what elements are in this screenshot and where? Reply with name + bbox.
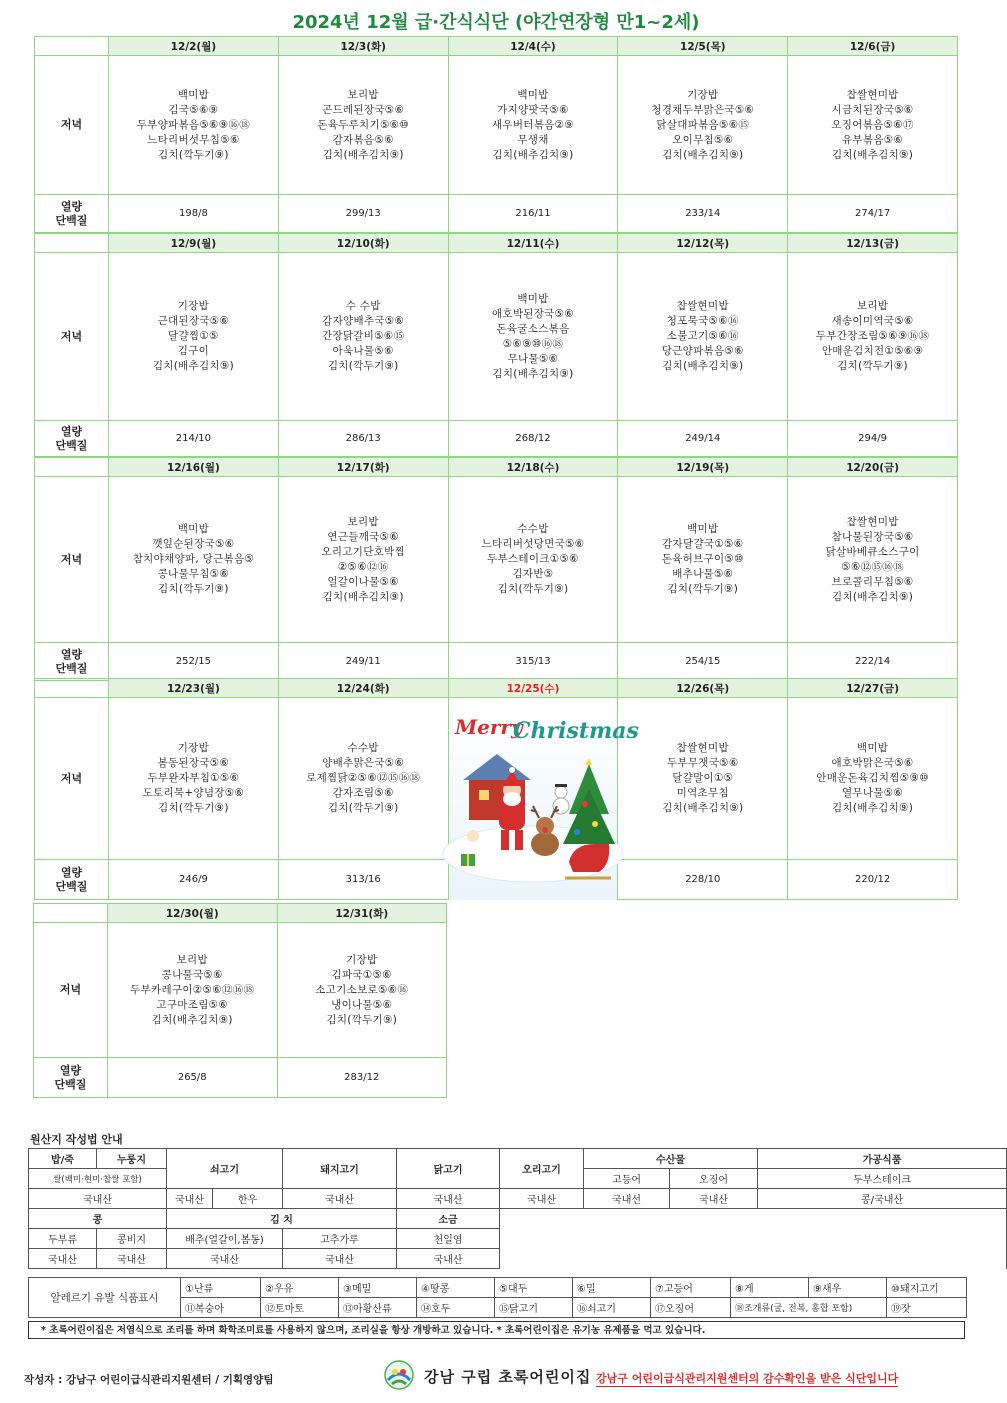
- allergy-label: 알레르기 유발 식품표시: [29, 1278, 181, 1318]
- date-header: 12/11(수): [448, 234, 618, 253]
- certification-text: 강남구 어린이급식관리지원센터의 감수확인을 받은 식단입니다: [596, 1372, 899, 1385]
- menu-item: 오징어볶음⑤⑥⑰: [831, 118, 914, 131]
- tofu-origin: 국내산: [29, 1249, 97, 1269]
- menu-cell: [109, 477, 279, 643]
- menu-cell: [109, 253, 279, 421]
- menu-cell: [108, 923, 278, 1058]
- menu-item: 김치(배추김치⑨): [492, 367, 574, 380]
- menu-item: 보리밥: [347, 88, 379, 101]
- menu-item: 달걀찜①⑤: [168, 330, 219, 342]
- calorie-value: 286/13: [278, 421, 448, 457]
- kimchi-label: 김 치: [167, 1209, 397, 1229]
- menu-item: 안매운김치전①⑤⑥⑨: [821, 345, 924, 357]
- menu-item: 돈육두루치기⑤⑥⑩: [317, 118, 410, 131]
- week-table-5: [33, 903, 447, 1098]
- menu-cell: [277, 923, 447, 1058]
- menu-item: 닭살대파볶음⑤⑥⑮: [656, 118, 750, 131]
- bean-label: 콩: [29, 1209, 167, 1229]
- allergy-item: ⑪복숭아: [181, 1298, 261, 1318]
- menu-item: 김치(배추김치⑨): [152, 360, 234, 372]
- calorie-value: 283/12: [277, 1058, 447, 1098]
- date-header: 12/17(화): [278, 458, 448, 477]
- salt-label: 소금: [397, 1209, 500, 1229]
- menu-item: 냉이나물⑤⑥: [331, 998, 393, 1011]
- date-header: 12/3(화): [278, 37, 448, 56]
- menu-item: 참치야채양파, 당근볶음⑤: [132, 553, 255, 565]
- menu-item: 새송이미역국⑤⑥: [831, 315, 914, 327]
- allergy-item: ⑮닭고기: [495, 1298, 573, 1318]
- calorie-protein-label: 열량 단백질: [35, 195, 109, 233]
- menu-item: 김치(깍두기⑨): [497, 583, 569, 595]
- menu-item: 백미밥: [177, 88, 210, 101]
- menu-item: 오리고기단호박찜: [321, 545, 405, 558]
- calorie-value: 222/14: [788, 643, 958, 681]
- menu-item: 김자반⑤: [512, 568, 554, 580]
- menu-item: 가지양팟국⑤⑥: [497, 103, 569, 116]
- allergy-item: ⑦고등어: [651, 1278, 731, 1298]
- menu-item: 고구마조림⑤⑥: [156, 998, 229, 1011]
- menu-item: 연근들깨국⑤⑥: [327, 530, 400, 543]
- merry-text: Merry: [454, 714, 523, 739]
- menu-item: 느타리버섯무침⑤⑥: [147, 133, 240, 146]
- date-header: 12/5(목): [618, 37, 788, 56]
- menu-item: 보리밥: [347, 515, 379, 528]
- calorie-value: 268/12: [448, 421, 618, 457]
- menu-cell: [618, 698, 788, 860]
- menu-item: 김치(깍두기⑨): [158, 148, 229, 161]
- calorie-value: 198/8: [109, 195, 279, 233]
- date-header: 12/23(월): [109, 679, 279, 698]
- calorie-value: 246/9: [109, 860, 279, 900]
- menu-item: 백미밥: [856, 742, 889, 754]
- calorie-value: 249/14: [618, 421, 788, 457]
- menu-cell: [788, 698, 958, 860]
- squid-origin: 국내산: [670, 1189, 758, 1209]
- menu-item: 얼갈이나물⑤⑥: [327, 575, 400, 588]
- menu-item: 백미밥: [517, 292, 549, 305]
- date-header: 12/30(월): [108, 904, 278, 923]
- calorie-protein-label: 열량 단백질: [34, 1058, 108, 1098]
- menu-item: 김치(깍두기⑨): [158, 802, 229, 814]
- menu-item: 김치(깍두기⑨): [327, 360, 399, 372]
- menu-item: 아욱나물⑤⑥: [332, 345, 394, 357]
- footer: [24, 1360, 974, 1394]
- beef-origin: 국내산: [167, 1189, 213, 1209]
- processed-label: 가공식품: [758, 1149, 1007, 1169]
- menu-item: 두부완자부침①⑤⑥: [147, 772, 240, 784]
- menu-item: 김치(배추김치⑨): [832, 802, 914, 814]
- daycare-logo-icon: [384, 1360, 414, 1390]
- calorie-value: 265/8: [108, 1058, 278, 1098]
- calorie-value: 220/12: [788, 860, 958, 900]
- menu-item: 기장밥: [177, 300, 210, 312]
- menu-item: 두부스테이크①⑤⑥: [487, 553, 579, 565]
- menu-item: 김치(배추김치⑨): [322, 590, 404, 603]
- calorie-value: 228/10: [618, 860, 788, 900]
- calorie-value: 233/14: [618, 195, 788, 233]
- menu-item: 오이무침⑤⑥: [672, 133, 734, 146]
- allergy-item: ⑧게: [731, 1278, 809, 1298]
- calorie-value: 299/13: [278, 195, 448, 233]
- pepper-label: 고추가루: [283, 1229, 397, 1249]
- menu-item: 로제찜닭②⑤⑥⑫⑮⑯⑱: [306, 772, 421, 784]
- mackerel-label: 고등어: [584, 1169, 670, 1189]
- menu-item: 수수밥: [347, 742, 379, 754]
- menu-item: 배추나물⑤⑥: [672, 568, 734, 580]
- menu-item: 봄동된장국⑤⑥: [157, 757, 230, 769]
- steak-origin: 콩/국내산: [758, 1189, 1007, 1209]
- calorie-value: 254/15: [618, 643, 788, 681]
- notice-box: * 초록어린이집은 저염식으로 조리를 하며 화학조미료를 사용하지 않으며, 조리실을 항상 개방하고 있습니다. * 초록어린이집은 유기농 유제품을 먹고 있습니다.: [28, 1321, 965, 1339]
- beef-label: 쇠고기: [167, 1149, 283, 1189]
- date-header: 12/12(목): [618, 234, 788, 253]
- menu-item: 참나물된장국⑤⑥: [831, 530, 914, 543]
- tofu-label: 두부류: [29, 1229, 97, 1249]
- christmas-image-cell: [448, 698, 639, 900]
- christmas-illustration: [449, 704, 639, 894]
- dinner-label: 저녁: [35, 477, 109, 643]
- date-header: 12/31(화): [277, 904, 447, 923]
- menu-cell: [109, 698, 279, 860]
- menu-item: 양배추맑은국⑤⑥: [322, 757, 405, 769]
- allergy-item: ⑤대두: [495, 1278, 573, 1298]
- menu-item: 보리밥: [176, 953, 208, 966]
- calorie-value: 249/11: [278, 643, 448, 681]
- menu-item: 간장닭갈비⑤⑥⑮: [321, 330, 405, 342]
- week-table-4: [34, 678, 958, 900]
- menu-item: 찹쌀현미밥: [846, 88, 899, 101]
- menu-item: 무생채: [517, 133, 549, 146]
- menu-item: 안매운돈육김치찜⑤⑨⑩: [816, 772, 929, 784]
- date-header: 12/10(화): [278, 234, 448, 253]
- menu-item: 김구이: [177, 345, 210, 357]
- rice-origin: 국내산: [29, 1189, 167, 1209]
- daycare-name: 강남 구립 초록어린이집: [424, 1368, 592, 1386]
- menu-item: 김치(깍두기⑨): [837, 360, 908, 372]
- menu-item: 곤드레된장국⑤⑥: [322, 103, 405, 116]
- menu-cell: [788, 477, 958, 643]
- menu-item: 브로콜리무침⑤⑥: [831, 575, 914, 588]
- menu-item: 감자볶음⑤⑥: [332, 133, 394, 146]
- allergy-item: ⑱조개류(굴, 전복, 홍합 포함): [731, 1298, 887, 1318]
- dinner-label: 저녁: [35, 698, 109, 860]
- menu-item: 보리밥: [856, 300, 889, 312]
- menu-item: 찹쌀현미밥: [846, 515, 899, 528]
- dinner-label: 저녁: [35, 253, 109, 421]
- menu-cell: [109, 56, 279, 195]
- menu-item: 당근양파볶음⑤⑥: [661, 345, 744, 357]
- menu-item: 새우버터볶음②⑨: [491, 118, 575, 131]
- menu-item: 김치(배추김치⑨): [151, 1013, 233, 1026]
- menu-item: 달걀말이①⑤: [672, 772, 734, 784]
- salt-type-label: 천일염: [397, 1229, 500, 1249]
- menu-item: 깻잎순된장국⑤⑥: [152, 538, 235, 550]
- menu-item: 두부간장조림⑤⑥⑨⑯⑱: [815, 330, 930, 342]
- calorie-protein-label: 열량 단백질: [35, 421, 109, 457]
- calorie-protein-label: 열량 단백질: [35, 643, 109, 681]
- allergy-table: [28, 1277, 967, 1318]
- date-header: 12/19(목): [618, 458, 788, 477]
- date-header: 12/18(수): [448, 458, 618, 477]
- menu-item: 백미밥: [517, 88, 549, 101]
- menu-item: 감자양배추국⑤⑥: [322, 315, 405, 327]
- steak-label: 두부스테이크: [758, 1169, 1007, 1189]
- menu-item: 김치(배추김치⑨): [492, 148, 574, 161]
- menu-item: 닭살바베큐소스구이: [825, 545, 920, 558]
- allergy-item: ⑨새우: [809, 1278, 887, 1298]
- date-header: 12/20(금): [788, 458, 958, 477]
- menu-item: 감자조림⑤⑥: [332, 787, 394, 799]
- menu-item: 콩나물무침⑤⑥: [157, 568, 230, 580]
- dinner-label: 저녁: [34, 923, 108, 1058]
- menu-item: 돈육허브구이⑤⑩: [661, 553, 744, 565]
- allergy-item: ⑥밀: [573, 1278, 651, 1298]
- menu-item: 김치(깍두기⑨): [326, 1013, 398, 1026]
- menu-item: 김치(깍두기⑨): [667, 583, 739, 595]
- menu-item: 애호박된장국⑤⑥: [491, 307, 575, 320]
- menu-item: 소고기소보로⑤⑥⑯: [315, 983, 409, 996]
- calorie-value: 274/17: [788, 195, 958, 233]
- menu-cell: [278, 253, 448, 421]
- page-title: 2024년 12월 급·간식식단 (야간연장형 만1~2세): [292, 12, 700, 33]
- allergy-item: ⑫토마토: [261, 1298, 339, 1318]
- menu-cell: [448, 477, 618, 643]
- calorie-protein-label: 열량 단백질: [35, 860, 109, 900]
- salt-origin: 국내산: [397, 1249, 500, 1269]
- allergy-item: ⑭호두: [417, 1298, 495, 1318]
- menu-cell: [278, 56, 448, 195]
- date-header-holiday: 12/25(수): [448, 679, 618, 698]
- calorie-value: 294/9: [788, 421, 958, 457]
- menu-item: 백미밥: [177, 523, 210, 535]
- rice-label: 밥/죽: [29, 1149, 97, 1169]
- menu-item: 두부무챗국⑤⑥: [666, 757, 739, 769]
- menu-item: 수 수밥: [345, 300, 381, 312]
- allergy-item: ①난류: [181, 1278, 261, 1298]
- menu-item: ⑤⑥⑫⑮⑯⑱: [841, 560, 904, 573]
- menu-cell: [618, 477, 788, 643]
- mackerel-origin: 국내선: [584, 1189, 670, 1209]
- pork-origin: 국내산: [283, 1189, 397, 1209]
- allergy-item: ④땅콩: [417, 1278, 495, 1298]
- hanwoo: 한우: [213, 1189, 283, 1209]
- menu-item: 열무나물⑤⑥: [841, 787, 904, 799]
- date-header: 12/6(금): [788, 37, 958, 56]
- calorie-value: 214/10: [109, 421, 279, 457]
- week-table-3: [34, 457, 958, 681]
- menu-cell: [448, 56, 618, 195]
- menu-item: 청경채두부맑은국⑤⑥: [651, 103, 755, 116]
- allergy-item: ②우유: [261, 1278, 339, 1298]
- allergy-item: ③메밀: [339, 1278, 417, 1298]
- menu-item: 김치(배추김치⑨): [662, 360, 744, 372]
- menu-item: 김치(배추김치⑨): [662, 148, 744, 161]
- week-table-1: [34, 36, 958, 233]
- menu-item: 애호박맑은국⑤⑥: [831, 757, 914, 769]
- date-header: 12/4(수): [448, 37, 618, 56]
- menu-item: 두부카레구이②⑤⑥⑫⑯⑱: [130, 983, 255, 996]
- allergy-item: ⑩돼지고기: [887, 1278, 967, 1298]
- menu-item: 찹쌀현미밥: [676, 742, 729, 754]
- date-header: 12/27(금): [788, 679, 958, 698]
- menu-item: 미역초무침: [676, 787, 729, 799]
- seafood-label: 수산물: [584, 1149, 758, 1169]
- christmas-text: Christmas: [512, 717, 639, 744]
- menu-item: 김치(배추김치⑨): [832, 148, 914, 161]
- allergy-item: ⑲잣: [887, 1298, 967, 1318]
- menu-item: 청포묵국⑤⑥⑯: [666, 315, 739, 327]
- menu-item: 찹쌀현미밥: [676, 300, 729, 312]
- menu-item: 근대된장국⑤⑥: [157, 315, 230, 327]
- pepper-origin: 국내산: [283, 1249, 397, 1269]
- allergy-item: ⑰오징어: [651, 1298, 731, 1318]
- menu-item: 감자달걀국①⑤⑥: [662, 538, 744, 550]
- menu-item: ②⑤⑥⑫⑯: [337, 560, 389, 573]
- date-header: 12/13(금): [788, 234, 958, 253]
- date-header: 12/26(목): [618, 679, 788, 698]
- menu-item: 김치(깍두기⑨): [327, 802, 399, 814]
- menu-item: 두부양파볶음⑤⑥⑨⑯⑱: [136, 118, 251, 131]
- menu-item: 기장밥: [687, 88, 719, 101]
- rice-note: 쌀(백미·현미·찹쌀 포함): [29, 1169, 167, 1189]
- cabbage-label: 배추(얼갈이,봄동): [167, 1229, 283, 1249]
- menu-item: 시금치된장국⑤⑥: [831, 103, 914, 116]
- origin-table: [28, 1148, 1007, 1269]
- menu-cell: [788, 253, 958, 421]
- menu-item: 김파국①⑤⑥: [331, 968, 392, 981]
- menu-item: 콩나물국⑤⑥: [161, 968, 223, 981]
- nurungji-label: 누룽지: [97, 1149, 167, 1169]
- squid-label: 오징어: [670, 1169, 758, 1189]
- duck-label: 오리고기: [500, 1149, 584, 1189]
- date-header: 12/2(월): [109, 37, 279, 56]
- date-header: 12/9(월): [109, 234, 279, 253]
- menu-cell: [278, 698, 448, 860]
- menu-item: 김치(배추김치⑨): [322, 148, 404, 161]
- calorie-value: 313/16: [278, 860, 448, 900]
- menu-item: 김치(깍두기⑨): [158, 583, 229, 595]
- menu-cell: [448, 253, 618, 421]
- menu-item: 수수밥: [517, 523, 549, 535]
- menu-item: 백미밥: [687, 523, 719, 535]
- allergy-item: ⑬아황산류: [339, 1298, 417, 1318]
- menu-item: 김국⑤⑥⑨: [168, 103, 219, 116]
- allergy-item: ⑯쇠고기: [573, 1298, 651, 1318]
- menu-item: 기장밥: [177, 742, 210, 754]
- chicken-origin: 국내산: [397, 1189, 500, 1209]
- chicken-label: 닭고기: [397, 1149, 500, 1189]
- menu-item: ⑤⑥⑨⑩⑯⑱: [502, 337, 564, 350]
- menu-cell: [788, 56, 958, 195]
- calorie-value: 252/15: [109, 643, 279, 681]
- week-table-2: [34, 233, 958, 457]
- calorie-value: 315/13: [448, 643, 618, 681]
- date-header: 12/24(화): [278, 679, 448, 698]
- author-text: 작성자 : 강남구 어린이급식관리지원센터 / 기획영양팀: [24, 1374, 274, 1386]
- menu-cell: [618, 253, 788, 421]
- pork-label: 돼지고기: [283, 1149, 397, 1189]
- menu-item: 기장밥: [346, 953, 378, 966]
- duck-origin: 국내산: [500, 1189, 584, 1209]
- dinner-label: 저녁: [35, 56, 109, 195]
- menu-item: 김치(배추김치⑨): [832, 590, 914, 603]
- menu-item: 유부볶음⑤⑥: [841, 133, 904, 146]
- kongbiji-origin: 국내산: [97, 1249, 167, 1269]
- date-header: 12/16(월): [109, 458, 279, 477]
- christmas-picture: [449, 704, 639, 900]
- menu-item: 김치(배추김치⑨): [662, 802, 744, 814]
- menu-item: 소불고기⑤⑥⑯: [666, 330, 739, 342]
- cabbage-origin: 국내산: [167, 1249, 283, 1269]
- origin-guide-title: 원산지 작성법 안내: [30, 1133, 123, 1146]
- menu-item: 느타리버섯당면국⑤⑥: [481, 538, 585, 550]
- menu-item: 돈육굴소스볶음: [496, 322, 570, 335]
- menu-cell: [618, 56, 788, 195]
- menu-cell: [278, 477, 448, 643]
- kongbiji-label: 콩비지: [97, 1229, 167, 1249]
- calorie-value: 216/11: [448, 195, 618, 233]
- menu-item: 무나물⑤⑥: [507, 352, 559, 365]
- menu-item: 도토리묵+양념장⑤⑥: [142, 787, 245, 799]
